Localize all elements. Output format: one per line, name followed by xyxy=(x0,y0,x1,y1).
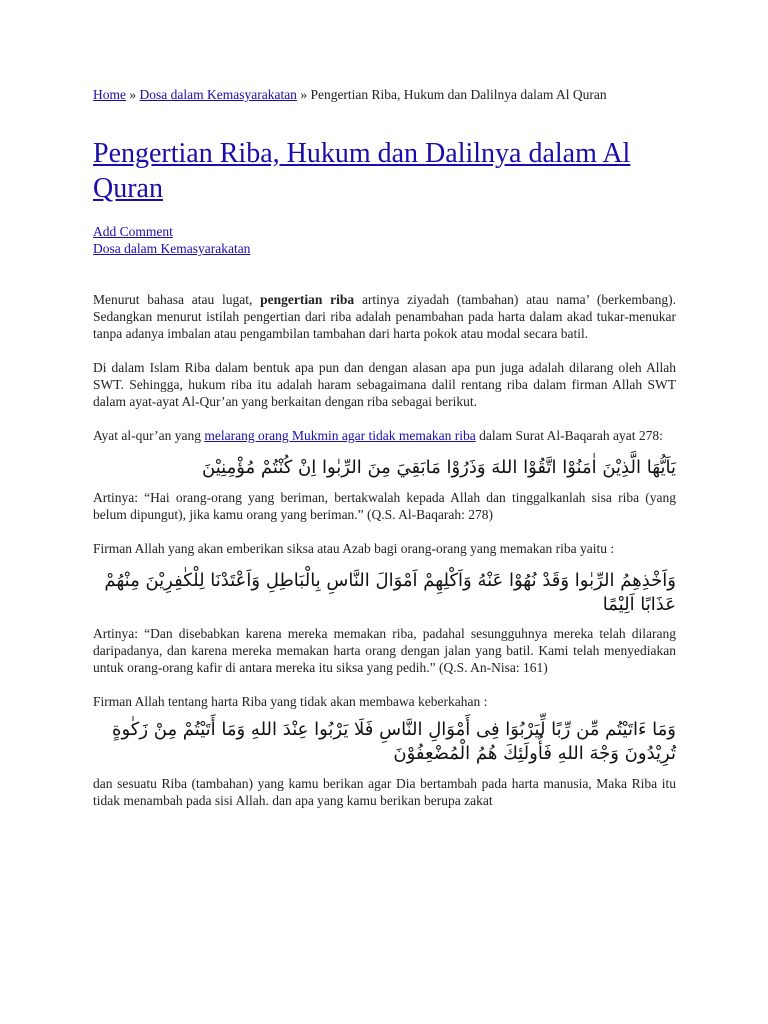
paragraph-definition xyxy=(93,291,676,342)
paragraph-text: artinya ziyadah (tambahan) atau nama’ (berkembang). Sedangkan menurut istilah pengertian dari riba adalah penambahan pada harta dalam akad tukar-menukar tanpa adanya imbalan atau pengambilan tambahan dari harta pokok atau modal secara batil. xyxy=(93,292,677,341)
article-page xyxy=(93,86,676,809)
arabic-verse-baqarah-278: يَاَيُّهَا الَّذِيْنَ اٰمَنُوْا اتَّقُوْا اللهَ وَذَرُوْا مَابَقِيَ مِنَ الرِّبٰوا اِنْ كُنْتُمْ مُؤْمِنِيْنَ xyxy=(202,457,676,478)
breadcrumb-category-link[interactable]: Dosa dalam Kemasyarakatan xyxy=(139,87,297,102)
article-meta xyxy=(93,223,676,257)
arabic-verse-nisa-161: وَاَخْذِهِمُ الرِّبٰوا وَقَدْ نُهُوْا عَنْهُ وَاَكْلِهِمْ اَمْوَالَ النَّاسِ بِالْبَاطِلِ وَاَعْتَدْنَا لِلْكٰفِرِيْنَ مِنْهُمْ عَذَابًا اَلِيْمًا xyxy=(104,570,676,615)
paragraph-translation-nisa: Artinya: “Dan disebabkan karena mereka memakan riba, padahal sesungguhnya mereka telah dilarang daripadanya, dan karena mereka memakan harta orang dengan jalan yang batil. Kami telah menyediakan untuk orang-orang kafir di antara mereka itu siksa yang pedih.” (Q.S. An-Nisa: 161) xyxy=(93,626,676,675)
paragraph-ayat-intro xyxy=(93,427,676,444)
breadcrumb-separator: » xyxy=(126,87,140,102)
add-comment-link[interactable]: Add Comment xyxy=(93,224,173,239)
breadcrumb-current: Pengertian Riba, Hukum dan Dalilnya dalam Al Quran xyxy=(310,87,607,102)
paragraph-translation-baqarah: Artinya: “Hai orang-orang yang beriman, bertakwalah kepada Allah dan tinggalkanlah sisa riba (yang belum dipungut), jika kamu orang yang beriman.” (Q.S. Al-Baqarah: 278) xyxy=(93,490,676,522)
breadcrumb-separator: » xyxy=(296,87,311,102)
breadcrumb xyxy=(93,86,676,103)
bold-term: pengertian riba xyxy=(260,292,355,307)
paragraph-text: Ayat al-qur’an yang xyxy=(93,428,205,443)
paragraph-azab-intro: Firman Allah yang akan emberikan siksa atau Azab bagi orang-orang yang memakan riba yaitu : xyxy=(93,541,615,556)
article-title-link[interactable]: Pengertian Riba, Hukum dan Dalilnya dalam Al Quran xyxy=(93,138,631,204)
paragraph-text: Menurut bahasa atau lugat, xyxy=(93,292,261,307)
article-category-link[interactable]: Dosa dalam Kemasyarakatan xyxy=(93,241,251,256)
paragraph-keberkahan-intro: Firman Allah tentang harta Riba yang tidak akan membawa keberkahan : xyxy=(93,694,488,709)
paragraph-translation-rum: dan sesuatu Riba (tambahan) yang kamu berikan agar Dia bertambah pada harta manusia, Maka Riba itu tidak menambah pada sisi Allah. dan apa yang kamu berikan berupa zakat xyxy=(93,776,676,808)
breadcrumb-home-link[interactable]: Home xyxy=(93,87,126,102)
paragraph-text: dalam Surat Al-Baqarah ayat 278: xyxy=(475,428,663,443)
inline-article-link[interactable]: melarang orang Mukmin agar tidak memakan riba xyxy=(204,428,476,443)
article-title xyxy=(93,136,676,206)
arabic-verse-rum-39: وَمَا ءَاتَيْتُم مِّن رِّبًا لِّيَرْبُوَا فِى أَمْوَالِ النَّاسِ فَلَا يَرْبُوا عِنْدَ اللهِ وَمَا أَتَيْتُمْ مِنْ زَكٰوةٍ تُرِيْدُونَ وَجْهَ اللهِ فَأُولَئِكَ هُمُ الْمُضْعِفُوْنَ xyxy=(112,719,676,764)
paragraph-islam-ruling: Di dalam Islam Riba dalam bentuk apa pun dan dengan alasan apa pun juga adalah dilarang oleh Allah SWT. Sehingga, hukum riba itu adalah haram sebagaimana dalil rentang riba dalam firman Allah SWT dalam ayat-ayat Al-Qur’an yang berkaitan dengan riba sebagai berikut. xyxy=(93,360,676,409)
